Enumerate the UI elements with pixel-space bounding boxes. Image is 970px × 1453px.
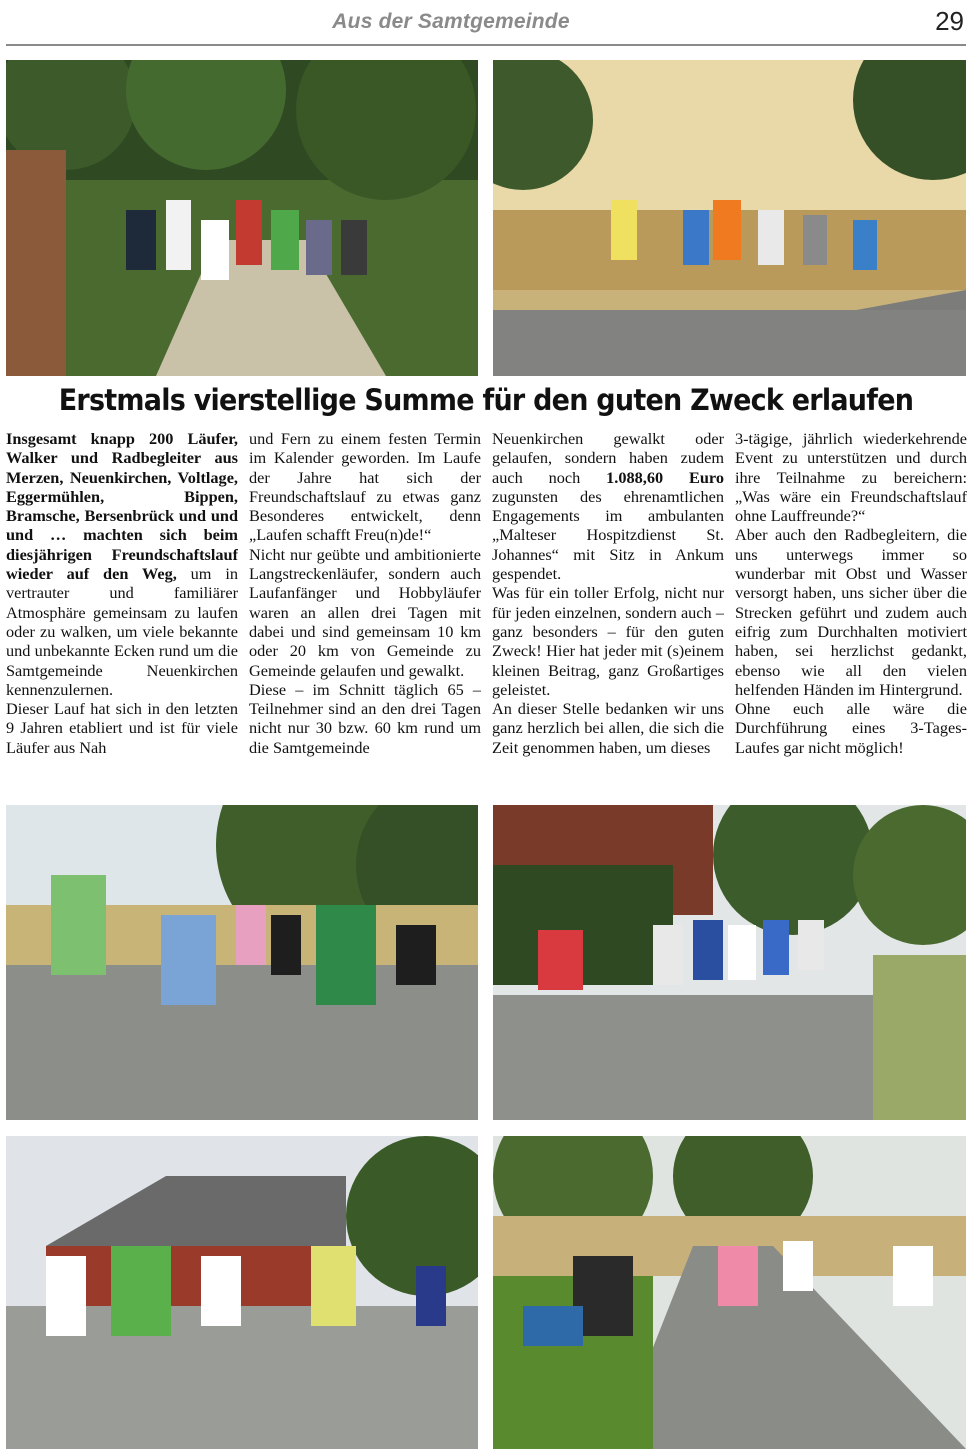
photo-group-at-building [6, 1136, 478, 1449]
article-paragraph: Aber auch den Radbegleitern, die uns unterwegs immer so wunderbar mit Obst und Wasser versorgt haben, uns sicher über die Strecken geführt und zudem auch eifrig zum Durchhalten motiviert haben, sei herzlichst gedankt, ebenso wie all den vielen helfenden Händen im Hintergrund. [735, 525, 967, 699]
article-lead: Insgesamt knapp 200 Läufer, Walker und Radbegleiter aus Merzen, Neuenkirchen, Voltlage, Eggermühlen, Bippen, Bramsche, Bersenbrück und und und … machten sich beim diesjährigen Freundschaftslauf wieder auf den Weg, [6, 429, 238, 584]
article-column-1 [6, 429, 238, 801]
article-column-4 [735, 429, 967, 801]
article-paragraph: 3-tägige, jährlich wiederkehrende Event zu unterstützen und durch ihre Teilnahme zu bereichern: „Was wäre ein Freundschaftslauf ohne Lauffreunde?“ [735, 429, 967, 526]
page-number: 29 [935, 6, 964, 36]
article-paragraph: und Fern zu einem festen Termin im Kalender geworden. Im Laufe der Jahre hat sich der Freundschaftslauf zu etwas ganz Besonderes entwickelt, denn „Laufen schafft Freu(n)de!“ [249, 429, 481, 545]
article-text: Neuenkirchen gewalkt oder gelaufen, sondern haben zudem auch noch [492, 429, 724, 487]
photo-runners-country-road [493, 60, 966, 376]
section-title: Aus der Samtgemeinde [332, 10, 570, 33]
article-paragraph: Was für ein toller Erfolg, nicht nur für jeden einzelnen, sondern auch – ganz besonders – für den guten Zweck! Hier hat jeder mit (s)einem kleinen Beitrag, ganz Großartiges geleistet. [492, 583, 724, 699]
header-divider [6, 44, 966, 46]
article-paragraph: Nicht nur geübte und ambitionierte Langstreckenläufer, sondern auch Laufanfänger und Hobbyläufer waren an allen drei Tagen mit dabei und sind gemeinsam 10 km oder 20 km von Gemeinde zu Gemeinde gelaufen und gewalkt. [249, 544, 481, 680]
donation-amount: 1.088,60 Euro [606, 467, 724, 487]
page-header [6, 4, 966, 48]
photo-cyclists-road [493, 1136, 966, 1449]
photo-nordic-walkers [6, 805, 478, 1120]
article-column-3 [492, 429, 724, 801]
article-text: zugunsten des ehrenamtlichen Engagements im ambulanten „Malteser Hospitzdienst St. Johannes“ mit Sitz in Ankum gespendet. [492, 486, 724, 584]
article-lead-continuation: um in vertrauter und familiärer Atmosphäre gemeinsam zu laufen oder zu walken, um viele bekannte und unbekannte Ecken rund um die Samtgemeinde Neuenkirchen kennenzulernen. [6, 564, 238, 699]
photo-runners-forest-path [6, 60, 478, 376]
article-lead-paragraph [6, 429, 238, 699]
article-paragraph: Dieser Lauf hat sich in den letzten 9 Jahren etabliert und ist für viele Läufer aus Nah [6, 699, 238, 757]
article-column-2 [249, 429, 481, 801]
photo-runners-with-cyclists [493, 805, 966, 1120]
article-paragraph: Diese – im Schnitt täglich 65 – Teilnehmer sind an den drei Tagen nicht nur 30 bzw. 60 km rund um die Samtgemeinde [249, 679, 481, 757]
article-paragraph [492, 429, 724, 583]
article-paragraph: Ohne euch alle wäre die Durchführung eines 3-Tages-Laufes gar nicht möglich! [735, 699, 967, 757]
article-headline: Erstmals vierstellige Summe für den guten Zweck erlaufen [58, 383, 914, 417]
article-paragraph: An dieser Stelle bedanken wir uns ganz herzlich bei allen, die sich die Zeit genommen haben, um dieses [492, 699, 724, 757]
